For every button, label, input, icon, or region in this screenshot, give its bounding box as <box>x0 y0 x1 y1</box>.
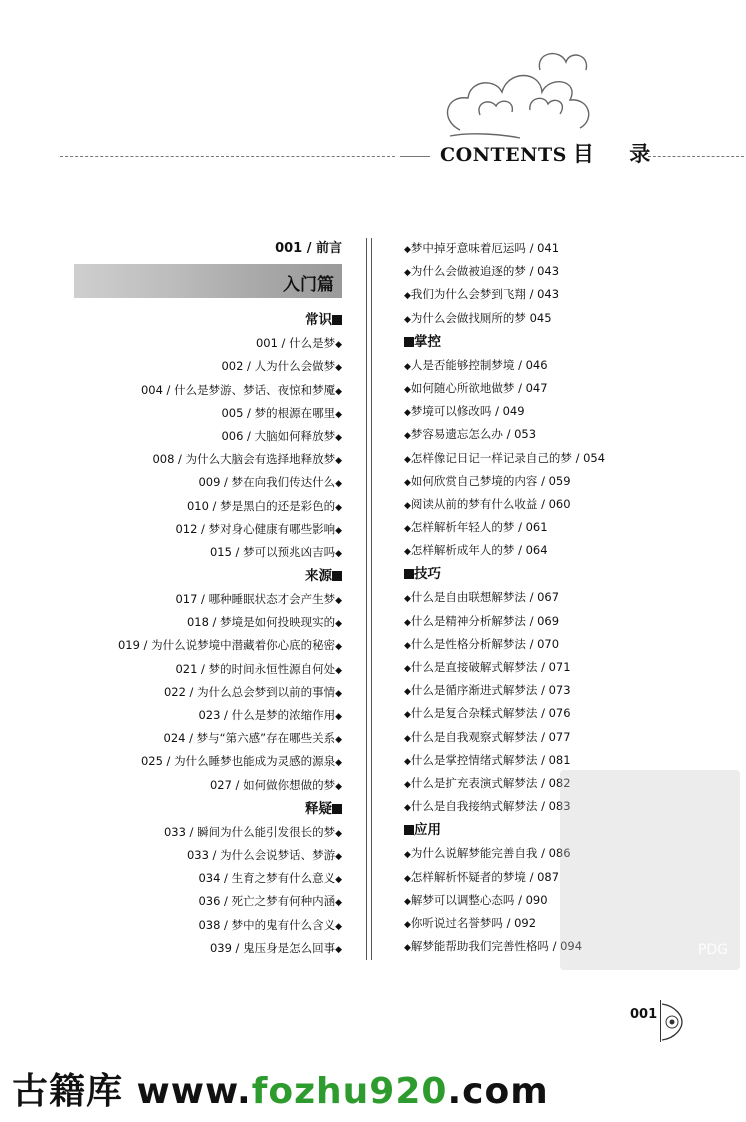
toc-entry-text: 你听说过名誉梦吗 / 092 <box>410 915 537 930</box>
toc-entry-text: 002 / 人为什么会做梦 <box>221 359 336 374</box>
toc-entry-text: 什么是掌控情绪式解梦法 / 081 <box>410 752 571 767</box>
column-divider <box>366 238 372 960</box>
toc-entry <box>404 586 734 609</box>
toc-entry <box>60 448 342 471</box>
diamond-bullet-icon: ◆ <box>404 687 411 698</box>
toc-entry-text: 017 / 哪种睡眠状态才会产生梦 <box>175 592 336 607</box>
toc-entry-text: 为什么说解梦能完善自我 / 086 <box>410 846 571 861</box>
diamond-bullet-icon: ◆ <box>404 408 411 419</box>
diamond-bullet-icon: ◆ <box>404 664 411 674</box>
toc-entry-text: 梦中掉牙意味着厄运吗 / 041 <box>410 241 560 255</box>
toc-entry <box>404 702 734 725</box>
toc-entry-text: 如何随心所欲地做梦 / 047 <box>410 380 548 395</box>
toc-entry-text: 006 / 大脑如何释放梦 <box>221 428 336 443</box>
toc-entry <box>60 588 342 611</box>
footer-watermark <box>12 1063 549 1114</box>
toc-entry <box>404 539 734 562</box>
toc-entry <box>60 402 342 425</box>
toc-entry-text: 021 / 梦的时间永恒性源自何处 <box>175 661 336 676</box>
toc-section-heading <box>404 330 734 354</box>
black-square-icon <box>332 571 342 581</box>
toc-entry <box>60 518 342 541</box>
diamond-bullet-icon: ◆ <box>404 500 411 511</box>
toc-entry-text: 027 / 如何做你想做的梦 <box>209 777 336 792</box>
toc-section-heading <box>60 308 342 332</box>
toc-entry <box>60 495 342 518</box>
toc-entry-text: 为什么会做找厕所的梦 045 <box>410 310 552 325</box>
toc-entry-text: 技巧 <box>414 566 441 583</box>
toc-entry <box>60 890 342 913</box>
toc-entry <box>60 681 342 704</box>
watermark-prefix: 古籍库 www. <box>12 1071 252 1112</box>
toc-entry <box>404 260 734 283</box>
diamond-bullet-icon: ◆ <box>404 314 411 325</box>
diamond-bullet-icon: ◆ <box>404 850 411 861</box>
toc-entry-text: 什么是自由联想解梦法 / 067 <box>410 590 560 605</box>
toc-entry-text: 释疑 <box>305 800 332 817</box>
diamond-bullet-icon: ◆ <box>404 291 411 302</box>
toc-entry-text: 019 / 为什么说梦境中潜藏着你心底的秘密 <box>117 638 336 653</box>
toc-entry-text: 什么是性格分析解梦法 / 070 <box>410 636 560 651</box>
toc-entry <box>60 937 342 960</box>
toc-entry-text: 人是否能够控制梦境 / 046 <box>410 357 548 372</box>
toc-entry-text: 梦容易遗忘怎么办 / 053 <box>410 427 537 442</box>
toc-entry-text: 008 / 为什么大脑会有选择地释放梦 <box>152 452 336 467</box>
toc-entry-text: 梦境可以修改吗 / 049 <box>410 404 525 419</box>
toc-entry <box>60 821 342 844</box>
diamond-bullet-icon: ◆ <box>335 456 342 467</box>
toc-entry <box>60 611 342 634</box>
toc-entry-text: 025 / 为什么睡梦也能成为灵感的源泉 <box>140 754 336 769</box>
toc-entry <box>60 379 342 402</box>
toc-entry-text: 解梦能帮助我们完善性格吗 / 094 <box>410 939 583 954</box>
header-rule-right <box>648 156 744 157</box>
toc-entry-text: 怎样解析怀疑者的梦境 / 087 <box>410 869 560 884</box>
diamond-bullet-icon: ◆ <box>335 735 342 746</box>
toc-entry-text: 什么是精神分析解梦法 / 069 <box>410 613 560 628</box>
toc-entry-text: 004 / 什么是梦游、梦话、夜惊和梦魇 <box>140 382 336 397</box>
diamond-bullet-icon: ◆ <box>335 340 342 351</box>
diamond-bullet-icon: ◆ <box>335 525 342 536</box>
toc-entry-text: 什么是扩充表演式解梦法 / 082 <box>410 775 571 790</box>
diamond-bullet-icon: ◆ <box>335 619 342 630</box>
toc-section-heading <box>60 797 342 821</box>
toc-entry <box>404 237 734 260</box>
page-ornament-icon <box>660 998 684 1046</box>
diamond-bullet-icon: ◆ <box>404 943 411 954</box>
toc-entry-text: 常识 <box>305 312 332 329</box>
toc-entry-text: 015 / 梦可以预兆凶吉吗 <box>209 544 336 559</box>
diamond-bullet-icon: ◆ <box>404 756 411 767</box>
header-rule-left <box>60 156 395 157</box>
toc-entry-text: 阅读从前的梦有什么收益 / 060 <box>410 496 571 511</box>
toc-entry <box>60 425 342 448</box>
toc-entry-text: 什么是循序渐进式解梦法 / 073 <box>410 683 571 698</box>
diamond-bullet-icon: ◆ <box>404 779 411 790</box>
toc-entry-text: 010 / 梦是黑白的还是彩色的 <box>186 498 336 513</box>
toc-entry <box>404 679 734 702</box>
diamond-bullet-icon: ◆ <box>404 594 411 605</box>
black-square-icon <box>404 337 414 347</box>
diamond-bullet-icon: ◆ <box>335 944 342 955</box>
diamond-bullet-icon: ◆ <box>404 245 411 255</box>
diamond-bullet-icon: ◆ <box>335 432 342 443</box>
diamond-bullet-icon: ◆ <box>404 268 411 279</box>
toc-entry-text: 如何欣赏自己梦境的内容 / 059 <box>410 473 571 488</box>
toc-entry-text: 022 / 为什么总会梦到以前的事情 <box>163 684 336 699</box>
toc-entry <box>404 470 734 493</box>
diamond-bullet-icon: ◆ <box>404 896 411 907</box>
diamond-bullet-icon: ◆ <box>335 712 342 722</box>
toc-entry-text: 为什么会做被追逐的梦 / 043 <box>410 264 560 279</box>
watermark-suffix: .com <box>447 1071 549 1112</box>
diamond-bullet-icon: ◆ <box>335 363 342 374</box>
toc-entry <box>60 867 342 890</box>
toc-entry-text: 033 / 瞬间为什么能引发很长的梦 <box>163 824 336 839</box>
header-rule-mid <box>400 156 430 157</box>
toc-entry-text: 038 / 梦中的鬼有什么含义 <box>198 917 336 932</box>
diamond-bullet-icon: ◆ <box>404 547 411 558</box>
cloud-ornament-icon <box>420 40 620 150</box>
part-banner <box>74 264 342 298</box>
toc-entry-text: 怎样像记日记一样记录自己的梦 / 054 <box>410 450 606 465</box>
toc-entry-text: 034 / 生育之梦有什么意义 <box>198 871 336 886</box>
library-seal-stamp <box>560 770 740 970</box>
toc-entry <box>60 914 342 937</box>
diamond-bullet-icon: ◆ <box>335 688 342 699</box>
diamond-bullet-icon: ◆ <box>335 502 342 513</box>
toc-entry <box>60 774 342 797</box>
diamond-bullet-icon: ◆ <box>335 898 342 909</box>
contents-title <box>440 138 664 168</box>
part-title: 入门篇 <box>283 275 334 296</box>
diamond-bullet-icon: ◆ <box>335 642 342 653</box>
toc-entry-text: 018 / 梦境是如何投映现实的 <box>186 615 336 630</box>
diamond-bullet-icon: ◆ <box>335 409 342 420</box>
toc-entry <box>404 283 734 306</box>
black-square-icon <box>404 569 414 579</box>
toc-entry-text: 001 / 前言 <box>275 241 342 256</box>
contents-title-cn: 目 录 <box>572 141 665 166</box>
toc-entry <box>404 400 734 423</box>
diamond-bullet-icon: ◆ <box>335 781 342 792</box>
diamond-bullet-icon: ◆ <box>404 710 411 721</box>
toc-entry <box>60 750 342 773</box>
toc-entry-text: 来源 <box>305 568 332 585</box>
toc-entry-text: 012 / 梦对身心健康有哪些影响 <box>175 521 336 536</box>
diamond-bullet-icon: ◆ <box>404 803 411 814</box>
diamond-bullet-icon: ◆ <box>335 596 342 607</box>
toc-entry <box>404 633 734 656</box>
toc-entry-text: 什么是直接破解式解梦法 / 071 <box>410 660 571 674</box>
toc-left-column <box>60 237 342 960</box>
toc-entry <box>60 541 342 564</box>
toc-entry-text: 024 / 梦与“第六感”存在哪些关系 <box>163 731 336 746</box>
toc-entry-text: 怎样解析年轻人的梦 / 061 <box>410 520 548 535</box>
toc-entry <box>60 355 342 378</box>
toc-entry-text: 036 / 死亡之梦有何种内涵 <box>198 894 336 909</box>
diamond-bullet-icon: ◆ <box>335 758 342 769</box>
diamond-bullet-icon: ◆ <box>335 828 342 839</box>
toc-entry <box>404 493 734 516</box>
diamond-bullet-icon: ◆ <box>335 548 342 559</box>
diamond-bullet-icon: ◆ <box>404 919 411 930</box>
toc-entry-text: 039 / 鬼压身是怎么回事 <box>209 940 336 955</box>
toc-entry-text: 005 / 梦的根源在哪里 <box>221 405 336 420</box>
toc-entry <box>60 471 342 494</box>
toc-entry-text: 什么是自我接纳式解梦法 / 083 <box>410 799 571 814</box>
toc-entry <box>60 332 342 355</box>
black-square-icon <box>332 804 342 814</box>
toc-entry <box>60 844 342 867</box>
diamond-bullet-icon: ◆ <box>335 665 342 676</box>
toc-entry <box>404 354 734 377</box>
contents-title-en: CONTENTS <box>440 144 567 166</box>
diamond-bullet-icon: ◆ <box>404 361 411 372</box>
seal-label: PDG <box>697 942 728 958</box>
page-number: 001 <box>630 1007 658 1022</box>
toc-entry <box>404 423 734 446</box>
toc-entry <box>60 704 342 727</box>
toc-entry <box>404 610 734 633</box>
diamond-bullet-icon: ◆ <box>335 479 342 490</box>
diamond-bullet-icon: ◆ <box>404 454 411 465</box>
diamond-bullet-icon: ◆ <box>335 875 342 886</box>
toc-entry <box>404 726 734 749</box>
diamond-bullet-icon: ◆ <box>404 524 411 535</box>
toc-entry <box>60 658 342 681</box>
diamond-bullet-icon: ◆ <box>404 477 411 488</box>
toc-entry-text: 我们为什么会梦到飞翔 / 043 <box>410 287 560 302</box>
toc-entry <box>404 377 734 400</box>
toc-entry-text: 怎样解析成年人的梦 / 064 <box>410 543 548 558</box>
toc-entry-text: 009 / 梦在向我们传达什么 <box>198 475 336 490</box>
toc-entry <box>404 656 734 679</box>
diamond-bullet-icon: ◆ <box>404 873 411 884</box>
toc-entry <box>404 749 734 772</box>
black-square-icon <box>404 825 414 835</box>
diamond-bullet-icon: ◆ <box>335 851 342 862</box>
diamond-bullet-icon: ◆ <box>335 386 342 397</box>
toc-entry <box>404 447 734 470</box>
toc-section-heading <box>404 562 734 586</box>
toc-entry-text: 掌控 <box>414 333 441 350</box>
toc-entry <box>404 307 734 330</box>
toc-entry <box>404 516 734 539</box>
diamond-bullet-icon: ◆ <box>404 640 411 651</box>
watermark-domain: fozhu920 <box>251 1071 448 1112</box>
black-square-icon <box>332 315 342 325</box>
diamond-bullet-icon: ◆ <box>404 733 411 744</box>
toc-entry <box>60 727 342 750</box>
toc-preface-entry <box>60 237 342 260</box>
diamond-bullet-icon: ◆ <box>404 617 411 628</box>
diamond-bullet-icon: ◆ <box>404 384 411 395</box>
toc-entry-text: 什么是复合杂糅式解梦法 / 076 <box>410 706 571 721</box>
toc-entry-text: 解梦可以调整心态吗 / 090 <box>410 892 548 907</box>
diamond-bullet-icon: ◆ <box>335 921 342 932</box>
toc-entry-text: 033 / 为什么会说梦话、梦游 <box>186 847 336 862</box>
toc-entry-text: 023 / 什么是梦的浓缩作用 <box>198 708 336 722</box>
toc-entry-text: 什么是自我观察式解梦法 / 077 <box>410 729 571 744</box>
toc-entry <box>60 634 342 657</box>
toc-section-heading <box>60 564 342 588</box>
diamond-bullet-icon: ◆ <box>404 431 411 442</box>
toc-entry-text: 应用 <box>414 822 441 839</box>
toc-entry-text: 001 / 什么是梦 <box>255 336 336 351</box>
